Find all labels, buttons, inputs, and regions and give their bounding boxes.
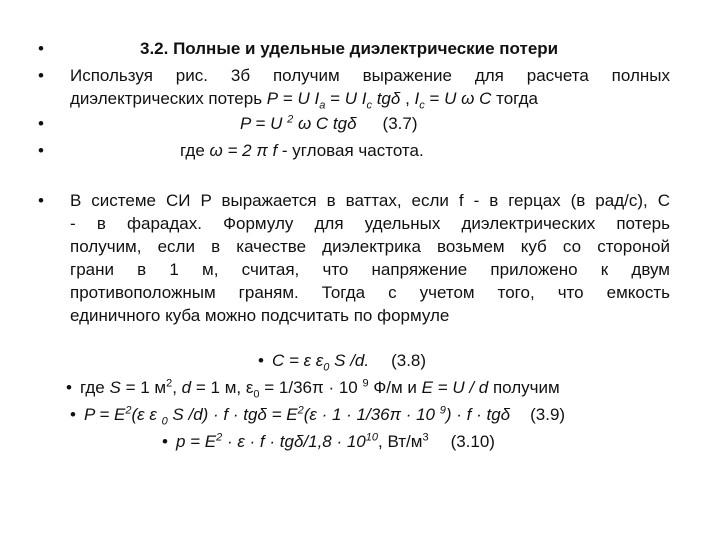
where-t2: = 1 м xyxy=(120,378,167,397)
bullet-marker: • xyxy=(162,432,168,451)
where-d: d xyxy=(181,378,192,397)
formula-I: I xyxy=(414,89,420,108)
formula-sep: = xyxy=(325,89,345,108)
eq39-exp9: 9 xyxy=(439,404,446,417)
where-S: S xyxy=(109,378,121,397)
equation-3-9 xyxy=(70,404,565,426)
eq39-b: (ε ε xyxy=(131,405,162,424)
where-t5: = 1/36π · 10 xyxy=(259,378,363,397)
eq39-exp2: 2 xyxy=(125,404,132,417)
formula-P: P xyxy=(266,89,279,108)
bullet-marker: • xyxy=(38,141,44,160)
where-t7: получим xyxy=(488,378,560,397)
eq310-exp3: 3 xyxy=(422,431,429,444)
omega-post: - угловая частота. xyxy=(277,141,424,160)
eq38-sub: 0 xyxy=(323,361,330,374)
eq38-formula-b: S /d. xyxy=(329,351,370,370)
eq38-number: (3.8) xyxy=(391,351,427,370)
equation-3-7 xyxy=(240,113,418,135)
bullet-marker: • xyxy=(70,405,76,424)
bullet-marker: • xyxy=(66,378,72,397)
formula-tg: tgδ xyxy=(371,89,401,108)
where-sq: 2 xyxy=(166,377,173,390)
equation-3-10 xyxy=(162,431,495,453)
formula-sub-c: c xyxy=(366,99,372,112)
bullet-marker: • xyxy=(38,191,44,210)
where-t3: , xyxy=(172,378,182,397)
omega-formula: ω = 2 π f xyxy=(209,141,278,160)
eq39-a: P = E xyxy=(83,405,126,424)
omega-line xyxy=(180,140,424,162)
eq310-b: · ε · f · tgδ/1,8 · 10 xyxy=(222,432,366,451)
intro-line-2 xyxy=(70,88,538,110)
eq39-e: ) · f · tgδ xyxy=(445,405,511,424)
bullet-marker: • xyxy=(38,39,44,58)
eq310-a: p = E xyxy=(175,432,217,451)
eq37-number: (3.7) xyxy=(382,114,418,133)
eq39-c: S /d) · f · tgδ = E xyxy=(167,405,298,424)
formula-sub-a: a xyxy=(319,99,326,112)
si-line-1: В системе СИ P выражается в ваттах, если f - в герцах (в рад/с), C xyxy=(70,191,670,210)
si-line-5: противоположным граням. Тогда с учетом того, что емкость xyxy=(70,283,670,302)
eq310-exp10: 10 xyxy=(365,431,379,444)
formula-sep: = xyxy=(424,89,445,108)
bullet-marker: • xyxy=(258,351,264,370)
where-exp9: 9 xyxy=(362,377,369,390)
bullet-marker: • xyxy=(38,114,44,133)
intro-line-2-text: диэлектрических потерь xyxy=(70,89,267,108)
bullet-marker: • xyxy=(38,66,44,85)
where-eps-sub: 0 xyxy=(253,388,260,401)
eq39-d: (ε · 1 · 1/36π · 10 xyxy=(303,405,440,424)
eq38-formula-a: C = ε ε xyxy=(271,351,324,370)
where-t6: Ф/м и xyxy=(368,378,422,397)
where-E: E = U / d xyxy=(421,378,489,397)
eq39-exp2b: 2 xyxy=(297,404,304,417)
eq37-rhs: ω C tgδ xyxy=(293,114,357,133)
eq39-sub0: 0 xyxy=(161,415,168,428)
formula-UI: U I xyxy=(344,89,367,108)
omega-pre: где xyxy=(180,141,210,160)
formula-UwC: U ω C xyxy=(444,89,492,108)
intro-tail: тогда xyxy=(491,89,538,108)
formula-comma: , xyxy=(400,89,415,108)
formula-sep: = xyxy=(278,89,298,108)
formula-UI: U I xyxy=(297,89,320,108)
eq37-lhs: P = U xyxy=(240,114,288,133)
where-t4: = 1 м, ε xyxy=(191,378,254,397)
formula-sub-c: c xyxy=(419,99,425,112)
intro-line-1: Используя рис. 3б получим выражение для расчета полных xyxy=(70,66,670,85)
si-line-4: грани в 1 м, считая, что напряжение приложено к двум xyxy=(70,260,670,279)
equation-3-8 xyxy=(258,350,426,372)
si-line-6: единичного куба можно подсчитать по формуле xyxy=(70,306,450,325)
eq37-exp: 2 xyxy=(287,113,294,126)
eq39-number: (3.9) xyxy=(530,405,566,424)
eq310-exp2: 2 xyxy=(216,431,223,444)
section-title: 3.2. Полные и удельные диэлектрические потери xyxy=(140,39,559,58)
eq310-c: , Вт/м xyxy=(378,432,423,451)
si-line-2: - в фарадах. Формулу для удельных диэлектрических потерь xyxy=(70,214,670,233)
eq310-number: (3.10) xyxy=(450,432,495,451)
where-t1: где xyxy=(79,378,110,397)
where-line xyxy=(66,377,560,399)
si-line-3: получим, если в качестве диэлектрика возьмем куб со стороной xyxy=(70,237,670,256)
